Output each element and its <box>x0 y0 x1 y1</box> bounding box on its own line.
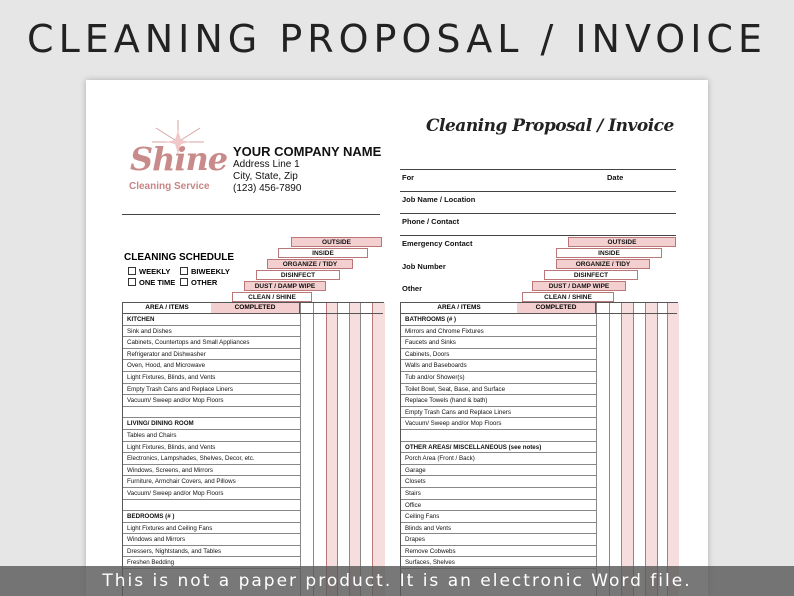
table-row[interactable]: Replace Towels (hand & bath) <box>401 395 596 407</box>
area-header-right: AREA / ITEMS <box>401 303 518 313</box>
dust-header-right: DUST / DAMP WIPE <box>532 281 626 291</box>
job-name-line[interactable] <box>400 213 676 214</box>
document-title: Cleaning Proposal / Invoice <box>426 116 674 136</box>
company-name: YOUR COMPANY NAME <box>233 144 382 159</box>
column <box>609 303 610 596</box>
other-label: Other <box>402 284 423 293</box>
table-row[interactable]: Surfaces, Shelves <box>401 557 596 569</box>
table-row[interactable]: Toilet Bowl, Seat, Base, and Surface <box>401 384 596 396</box>
table-row[interactable]: Garage <box>401 465 596 477</box>
organize-header: ORGANIZE / TIDY <box>267 259 353 269</box>
left-checklist-table <box>122 302 384 596</box>
column <box>313 303 314 596</box>
weekly-label: WEEKLY <box>139 267 171 276</box>
section-heading-row[interactable]: BEDROOMS (# ) <box>123 511 300 523</box>
column <box>372 303 385 596</box>
column <box>657 303 658 596</box>
for-date-line[interactable] <box>400 191 676 192</box>
section-heading-row[interactable]: OTHER AREAS/ MISCELLANEOUS (see notes) <box>401 442 596 454</box>
table-row[interactable]: Faucets and Sinks <box>401 337 596 349</box>
outside-header-right: OUTSIDE <box>568 237 676 247</box>
outside-header: OUTSIDE <box>291 237 382 247</box>
table-row[interactable]: Light Fixtures and Ceiling Fans <box>123 523 300 535</box>
disinfect-header: DISINFECT <box>256 270 340 280</box>
clean-header-right: CLEAN / SHINE <box>522 292 614 302</box>
other-checkbox[interactable] <box>180 278 217 287</box>
table-row[interactable]: Office <box>401 500 596 512</box>
area-header: AREA / ITEMS <box>123 303 212 313</box>
table-row[interactable]: Tables and Chairs <box>123 430 300 442</box>
cleaning-schedule-title: CLEANING SCHEDULE <box>124 252 235 263</box>
disinfect-header-right: DISINFECT <box>544 270 638 280</box>
address-line-2: City, State, Zip <box>233 171 298 182</box>
section-heading-row[interactable]: KITCHEN <box>123 314 300 326</box>
organize-header-right: ORGANIZE / TIDY <box>556 259 650 269</box>
phone-contact-line[interactable] <box>400 235 676 236</box>
job-number-label: Job Number <box>402 262 446 271</box>
column <box>360 303 361 596</box>
table-row[interactable]: Walls and Baseboards <box>401 360 596 372</box>
table-row[interactable]: Tub and/or Shower(s) <box>401 372 596 384</box>
table-row[interactable]: Furniture, Armchair Covers, and Pillows <box>123 476 300 488</box>
biweekly-checkbox[interactable] <box>180 267 230 276</box>
table-row[interactable] <box>401 430 596 442</box>
section-heading-row[interactable]: LIVING/ DINING ROOM <box>123 418 300 430</box>
section-heading-row[interactable]: BATHROOMS (# ) <box>401 314 596 326</box>
one-time-checkbox[interactable] <box>128 278 175 287</box>
table-header-row <box>123 303 383 314</box>
column <box>633 303 634 596</box>
clean-header: CLEAN / SHINE <box>232 292 312 302</box>
right-checklist-table <box>400 302 678 596</box>
table-row[interactable]: Freshen Bedding <box>123 557 300 569</box>
inside-header-right: INSIDE <box>556 248 662 258</box>
date-label: Date <box>607 173 624 182</box>
table-row[interactable]: Windows and Mirrors <box>123 534 300 546</box>
footer-note: This is not a paper product. It is an electronic Word file. <box>0 566 794 596</box>
inside-header: INSIDE <box>278 248 368 258</box>
table-row[interactable]: Empty Trash Cans and Replace Liners <box>401 407 596 419</box>
emergency-contact-label: Emergency Contact <box>402 239 473 248</box>
checkbox-icon <box>128 267 136 275</box>
table-row[interactable]: Sink and Dishes <box>123 326 300 338</box>
table-row[interactable]: Vacuum/ Sweep and/or Mop Floors <box>123 488 300 500</box>
table-row[interactable]: Blinds and Vents <box>401 523 596 535</box>
address-line-1: Address Line 1 <box>233 159 300 170</box>
left-rows <box>123 314 300 569</box>
completed-header-right: COMPLETED <box>517 303 596 313</box>
job-name-label: Job Name / Location <box>402 195 476 204</box>
one-time-label: ONE TIME <box>139 278 176 287</box>
column <box>300 303 301 596</box>
column <box>596 303 597 596</box>
table-row[interactable]: Stairs <box>401 488 596 500</box>
table-row[interactable]: Vacuum/ Sweep and/or Mop Floors <box>401 418 596 430</box>
table-row[interactable]: Mirrors and Chrome Fixtures <box>401 326 596 338</box>
logo-wordmark: Shine <box>130 140 228 178</box>
table-row[interactable]: Light Fixtures, Blinds, and Vents <box>123 372 300 384</box>
company-phone: (123) 456-7890 <box>233 183 302 194</box>
divider <box>400 169 676 170</box>
table-row[interactable]: Ceiling Fans <box>401 511 596 523</box>
column <box>667 303 679 596</box>
table-row[interactable]: Remove Cobwebs <box>401 546 596 558</box>
table-row[interactable]: Drapes <box>401 534 596 546</box>
column <box>337 303 338 596</box>
invoice-document <box>86 80 708 596</box>
table-header-row <box>401 303 677 314</box>
weekly-checkbox[interactable] <box>128 267 170 276</box>
logo-subtitle: Cleaning Service <box>129 181 210 192</box>
other-schedule-label: OTHER <box>191 278 218 287</box>
table-row[interactable]: Oven, Hood, and Microwave <box>123 360 300 372</box>
table-row[interactable]: Empty Trash Cans and Replace Liners <box>123 384 300 396</box>
right-rows <box>401 314 596 569</box>
table-row[interactable]: Light Fixtures, Blinds, and Vents <box>123 442 300 454</box>
biweekly-label: BIWEEKLY <box>191 267 230 276</box>
table-row[interactable]: Cabinets, Countertops and Small Appliances <box>123 337 300 349</box>
table-row[interactable]: Cabinets, Doors <box>401 349 596 361</box>
checkbox-icon <box>128 278 136 286</box>
table-row[interactable]: Dressers, Nightstands, and Tables <box>123 546 300 558</box>
banner-title: CLEANING PROPOSAL / INVOICE <box>27 17 767 61</box>
dust-header: DUST / DAMP WIPE <box>244 281 326 291</box>
table-row[interactable]: Windows, Screens, and Mirrors <box>123 465 300 477</box>
completed-header: COMPLETED <box>211 303 300 313</box>
table-row[interactable]: Porch Area (Front / Back) <box>401 453 596 465</box>
table-row[interactable]: Refrigerator and Dishwasher <box>123 349 300 361</box>
table-row[interactable]: Electronics, Lampshades, Shelves, Decor, etc. <box>123 453 300 465</box>
table-row[interactable]: Vacuum/ Sweep and/or Mop Floors <box>123 395 300 407</box>
table-row[interactable] <box>123 500 300 512</box>
checkbox-icon <box>180 278 188 286</box>
table-row[interactable]: Closets <box>401 476 596 488</box>
phone-contact-label: Phone / Contact <box>402 217 460 226</box>
checkbox-icon <box>180 267 188 275</box>
for-label: For <box>402 173 415 182</box>
table-row[interactable] <box>123 407 300 419</box>
divider <box>122 214 380 215</box>
